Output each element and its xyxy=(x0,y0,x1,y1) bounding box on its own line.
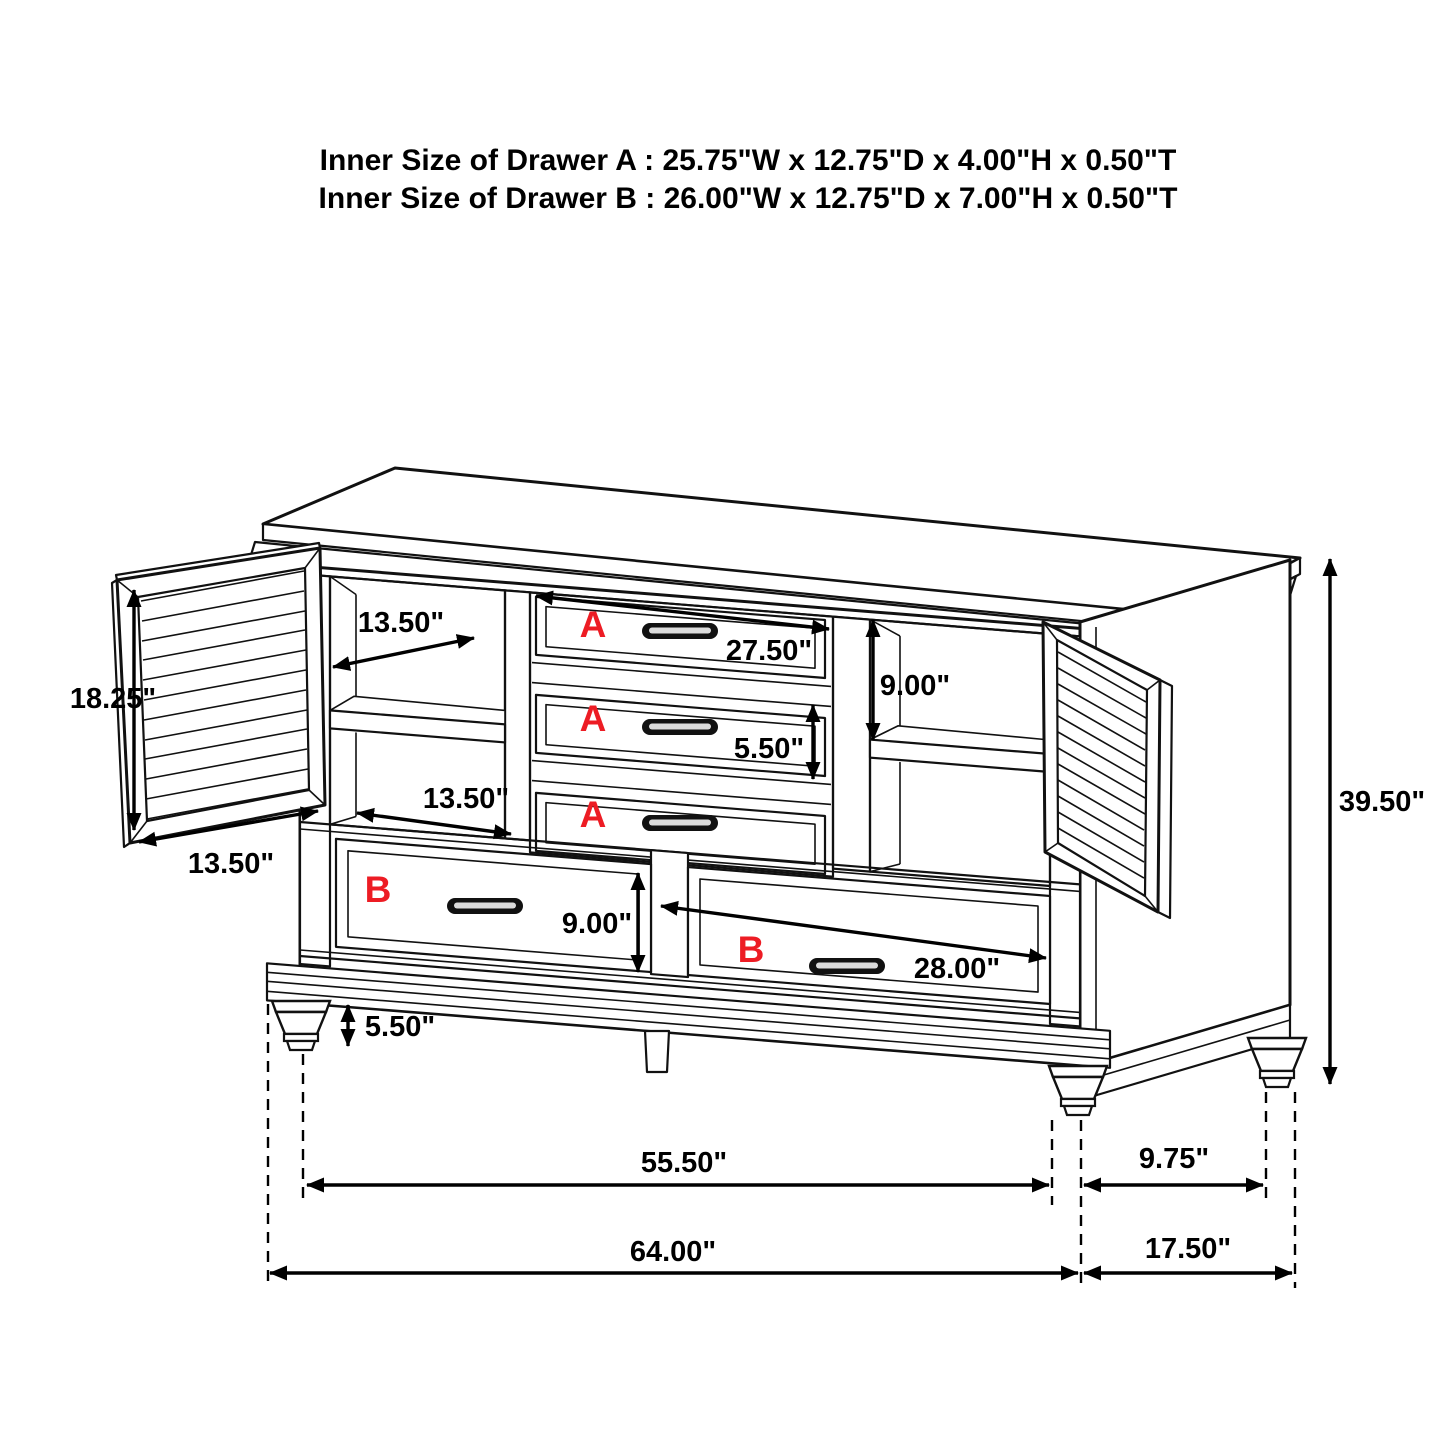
drawer-a3-label: A xyxy=(579,794,607,835)
dim-total-depth xyxy=(1084,1233,1292,1273)
dim-front-leg-span xyxy=(307,1147,1049,1185)
dim-upper-shelf-width-label: 13.50" xyxy=(357,607,445,639)
front-right-foot xyxy=(1049,1066,1107,1115)
drawer-a2-label: A xyxy=(579,698,607,739)
dim-total-width-label: 64.00" xyxy=(629,1236,717,1268)
header-line-1: Inner Size of Drawer A : 25.75"W x 12.75"D x 4.00"H x 0.50"T xyxy=(319,144,1177,177)
dim-leg-height-label: 5.50" xyxy=(364,1011,436,1043)
dim-leg-height xyxy=(348,1005,435,1046)
dim-drawer-a-height-label: 5.50" xyxy=(733,733,805,765)
dim-right-compartment-height-label: 9.00" xyxy=(879,670,951,702)
dim-door-width-label: 13.50" xyxy=(187,848,275,880)
dim-lower-shelf-width-label: 13.50" xyxy=(422,783,510,815)
dim-drawer-b-height-label: 9.00" xyxy=(561,908,633,940)
dim-side-leg-span xyxy=(1084,1143,1263,1185)
rear-right-foot xyxy=(1248,1038,1306,1087)
dim-drawer-a-width-label: 27.50" xyxy=(725,635,813,667)
drawer-a3-handle xyxy=(642,815,718,831)
right-divider-stile xyxy=(833,617,870,872)
b-divider-stile xyxy=(651,850,688,977)
dim-side-leg-span-label: 9.75" xyxy=(1138,1143,1210,1175)
dim-total-height xyxy=(1330,559,1425,1084)
dim-total-depth-label: 17.50" xyxy=(1144,1233,1232,1265)
drawer-b-left-handle xyxy=(447,898,523,914)
drawer-b-right-label: B xyxy=(737,929,765,970)
dim-drawer-b-width-label: 28.00" xyxy=(913,953,1001,985)
drawer-a2-handle xyxy=(642,719,718,735)
drawer-a1-handle xyxy=(642,623,718,639)
drawer-b-right-handle xyxy=(809,958,885,974)
dim-front-leg-span-label: 55.50" xyxy=(640,1147,728,1179)
dim-total-width xyxy=(270,1236,1078,1273)
dim-door-height-label: 18.25" xyxy=(69,683,157,715)
drawer-a1-label: A xyxy=(579,604,607,645)
header-line-2: Inner Size of Drawer B : 26.00"W x 12.75"D x 7.00"H x 0.50"T xyxy=(318,182,1178,215)
front-left-foot xyxy=(272,1001,330,1050)
dim-total-height-label: 39.50" xyxy=(1338,786,1426,818)
drawer-b-left-label: B xyxy=(364,869,392,910)
center-support-leg xyxy=(645,1031,669,1072)
